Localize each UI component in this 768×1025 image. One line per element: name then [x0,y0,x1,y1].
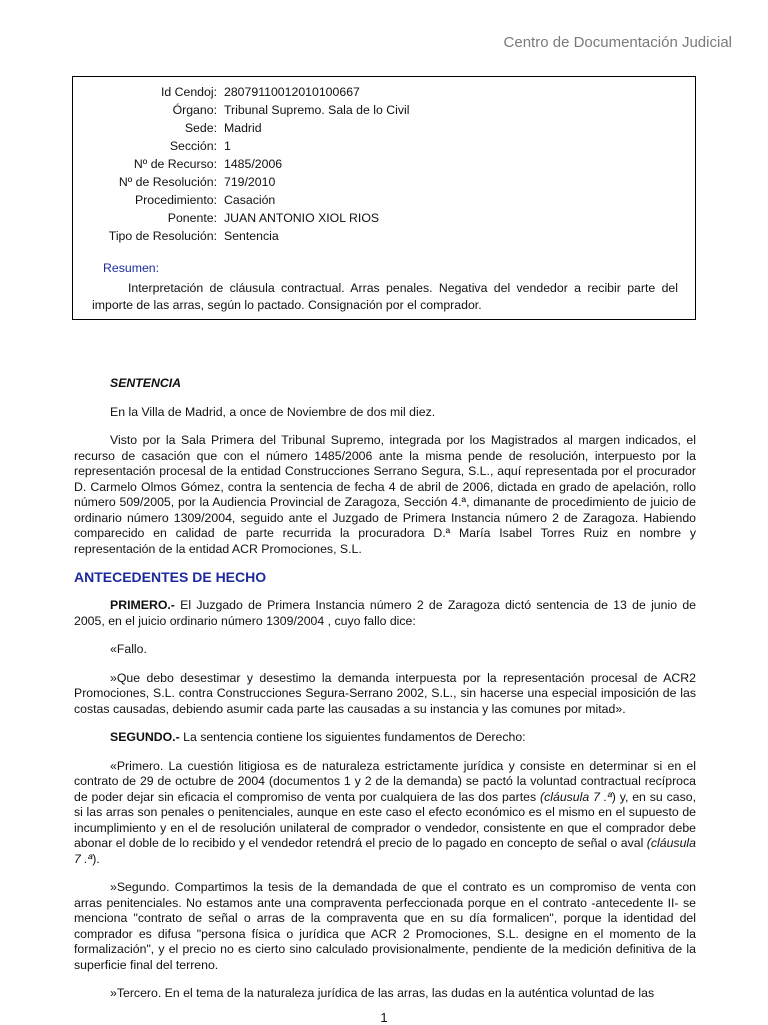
sentencia-heading: SENTENCIA [110,376,182,390]
primero-label: PRIMERO.- [110,598,175,612]
document-center-header: Centro de Documentación Judicial [503,34,732,51]
resumen-body: Interpretación de cláusula contractual. Arras penales. Negativa del vendedor a recibir parte del importe de las arras, según lo pactado. Consignación por el comprador. [92,281,678,312]
meta-row-resolucion [73,173,409,191]
section-title-antecedentes: ANTECEDENTES DE HECHO [74,569,267,585]
metadata-box [72,76,696,320]
segundo-paragraph [74,730,696,746]
meta-value: 719/2010 [224,175,276,189]
meta-value: JUAN ANTONIO XIOL RIOS [224,211,380,225]
meta-label: Nº de Recurso: [133,157,217,171]
meta-label: Ponente: [167,211,217,225]
meta-row-tipo-resolucion [73,227,409,245]
meta-value: 1485/2006 [224,157,283,171]
meta-value: 1 [224,139,231,153]
visto-paragraph: Visto por la Sala Primera del Tribunal Supremo, integrada por los Magistrados al margen indicados, el recurso de casación que con el número 1485/2006 ante la misma pende de resolución, interpuesto por la representación procesal de la entidad Construcciones Serrano Segura, S.L., aquí representada por el procurador D. Carmelo Olmos Gómez, contra la sentencia de fecha 4 de abril de 2006, dictada en grado de apelación, rollo número 509/2005, por la Audiencia Provincial de Zaragoza, Sección 4.ª, dimanante de procedimiento de juicio de ordinario número 1309/2004, seguido ante el Juzgado de Primera Instancia número 2 de Zaragoza. Habiendo comparecido en calidad de parte recurrida la procuradora D.ª María Isabel Torres Ruiz en nombre y representación de la entidad ACR Promociones, S.L. [74,433,696,556]
fundamento-primero-text-c: ). [92,851,100,866]
fundamento-primero-text-a: «Primero. La cuestión litigiosa es de naturaleza estrictamente jurídica y consiste en determinar si en el contrato de 29 de octubre de 2004 (documentos 1 y 2 de la demanda) se pactó la voluntad contractual recíproca de poder dejar sin eficacia el compromiso de venta por cualquiera de las dos partes [74,758,696,804]
meta-value: 28079110012010100667 [224,85,360,99]
document-body [74,376,696,1002]
meta-label: Sección: [169,139,217,153]
meta-row-organo [73,101,409,119]
meta-row-id-cendoj [73,83,409,101]
fallo-heading: «Fallo. [110,642,147,656]
meta-row-procedimiento [73,191,409,209]
primero-text: El Juzgado de Primera Instancia número 2 de Zaragoza dictó sentencia de 13 de junio de 2005, en el juicio ordinario número 1309/2004 , cuyo fallo dice: [74,598,696,628]
meta-label: Sede: [184,121,217,135]
fallo-paragraph: »Que debo desestimar y desestimo la demanda interpuesta por la representación procesal de ACR2 Promociones, S.L. contra Construcciones Segura-Serrano 2002, S.L., sin hacerse una especial imposición de las costas causadas, debiendo asumir cada parte las causadas a su instancia y las comunes por mitad». [74,670,696,716]
meta-label: Id Cendoj: [160,85,217,99]
meta-label: Órgano: [172,103,217,117]
segundo-label: SEGUNDO.- [110,730,180,744]
fundamento-primero-text-b: ) y, en su caso, si las arras son penales o penitenciales, aunque en este caso el efecto económico es el mismo en el supuesto de incumplimiento y en el de resolución unilateral de comprador o vendedor, consistente en que el comprador debe abonar el doble de lo recibido y el vendedor retendrá el precio de lo pagado en concepto de señal o aval [74,789,696,850]
intro-paragraph: En la Villa de Madrid, a once de Noviembre de dos mil diez. [110,404,436,419]
meta-value: Sentencia [224,229,279,243]
fundamento-primero-paragraph [74,759,696,868]
meta-label: Nº de Resolución: [118,175,217,189]
meta-value: Madrid [224,121,262,135]
clausula-reference: (cláusula 7 .ª [74,836,696,866]
meta-value: Tribunal Supremo. Sala de lo Civil [224,103,410,117]
meta-row-ponente [73,209,409,227]
page-number: 1 [380,1010,388,1025]
clausula-reference: (cláusula 7 .ª [540,789,612,804]
resumen-text [92,280,678,314]
fundamento-tercero-paragraph: »Tercero. En el tema de la naturaleza jurídica de las arras, las dudas en la auténtica voluntad de las [110,986,655,1000]
meta-label: Tipo de Resolución: [108,229,217,243]
resumen-label: Resumen: [103,261,160,275]
meta-row-sede [73,119,409,137]
meta-label: Procedimiento: [134,193,217,207]
fundamento-segundo-paragraph: »Segundo. Compartimos la tesis de la demandada de que el contrato es un compromiso de venta con arras penitenciales. No estamos ante una compraventa perfeccionada porque en el contrato -antecedente II- se menciona "contrato de señal o arras de la compraventa que en su día formalicen", porque la identidad del comprador es difusa "persona física o jurídica que ACR 2 Promociones, S.L. designe en el momento de la formalización", y el precio no es cierto sino calculado provisionalmente, pendiente de la medición definitiva de la superficie final del terreno. [74,880,696,972]
metadata-table [73,83,409,245]
segundo-text: La sentencia contiene los siguientes fundamentos de Derecho: [179,730,526,744]
meta-row-recurso [73,155,409,173]
primero-paragraph [74,598,696,629]
meta-row-seccion [73,137,409,155]
meta-value: Casación [224,193,276,207]
